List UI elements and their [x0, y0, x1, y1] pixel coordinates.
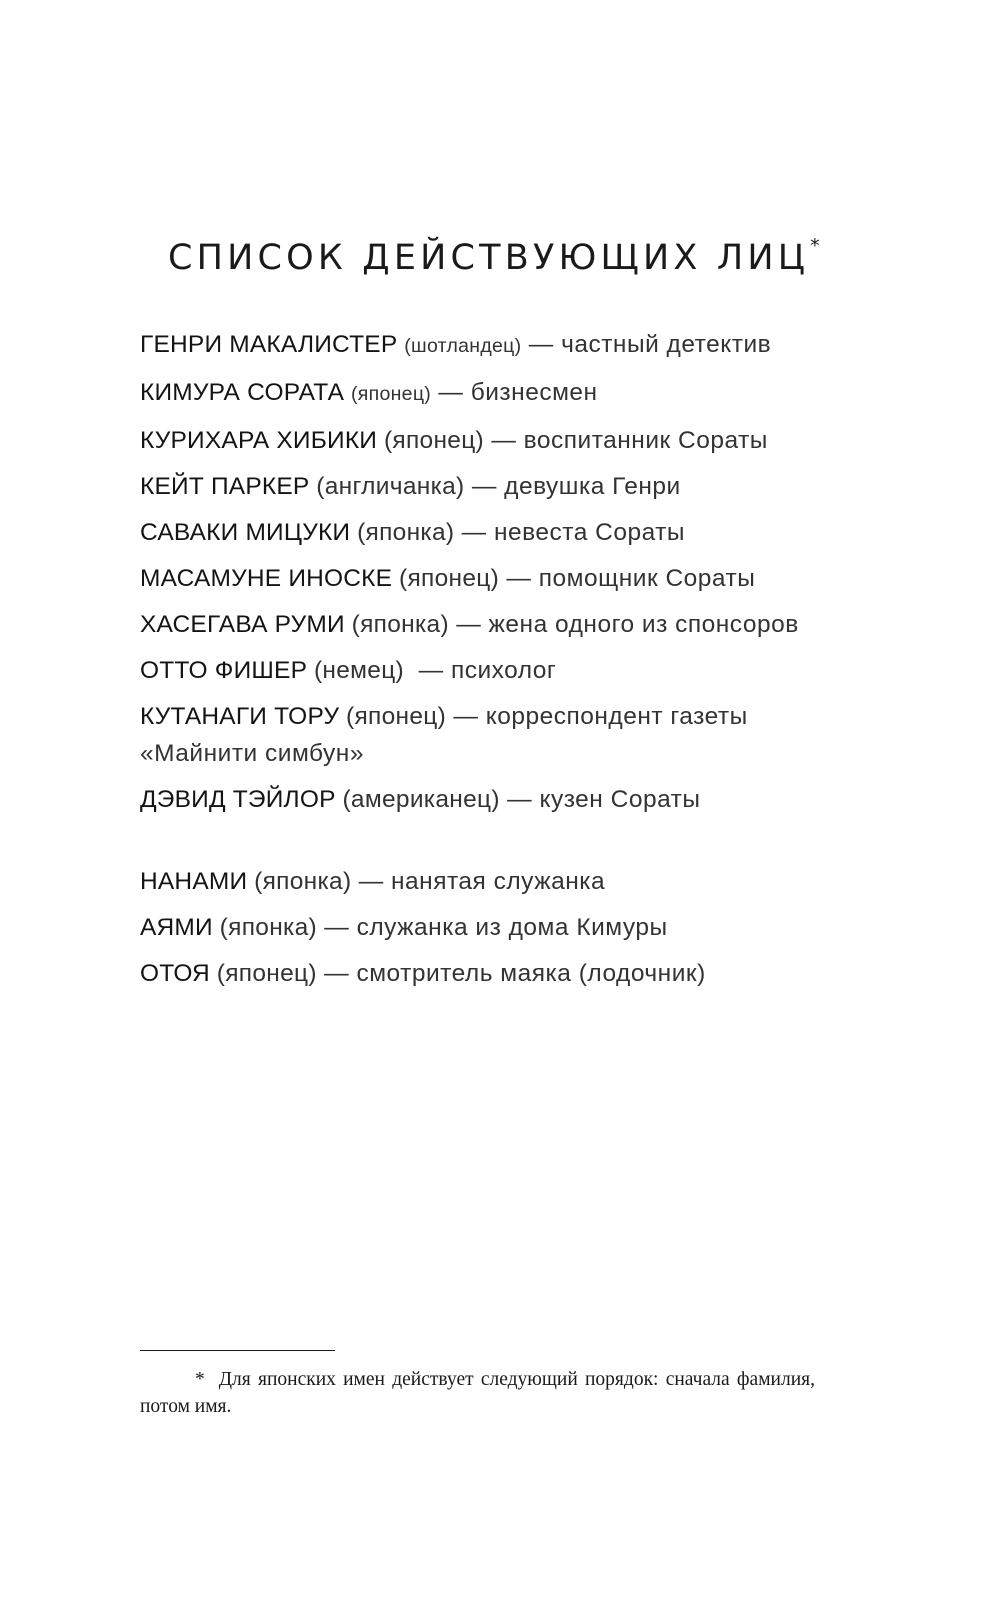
character-role: смотритель маяка (лодочник) [356, 960, 706, 987]
character-role: частный детектив [561, 331, 772, 358]
dash-separator: — [521, 331, 562, 358]
cast-entry [140, 326, 800, 365]
character-name: НАНАМИ [140, 868, 248, 895]
footnote-marker: * [810, 235, 820, 257]
dash-separator: — [431, 379, 471, 406]
character-name: ГЕНРИ МАКАЛИСТЕР [140, 331, 398, 358]
character-name: КЕЙТ ПАРКЕР [140, 473, 310, 500]
dash-separator: — [464, 473, 505, 500]
cast-entry [140, 955, 800, 992]
cast-list [140, 326, 800, 1001]
dash-separator: — [448, 611, 489, 638]
character-role: жена одного из спонсоров [488, 611, 799, 638]
dash-separator: — [316, 960, 357, 987]
character-name: ОТТО ФИШЕР [140, 657, 308, 684]
character-nationality: (японка) [357, 519, 455, 546]
character-role: нанятая служанка [391, 868, 606, 895]
character-role: невеста Сораты [493, 519, 685, 546]
dash-separator: — [499, 786, 540, 813]
cast-entry [140, 560, 800, 597]
character-nationality: (немец) [313, 657, 405, 684]
cast-entry [140, 909, 800, 946]
cast-entry [140, 374, 800, 413]
cast-entry [140, 468, 800, 505]
character-name: ДЭВИД ТЭЙЛОР [140, 786, 336, 813]
character-role: помощник Сораты [538, 565, 756, 592]
character-nationality: (японец) [350, 383, 432, 405]
character-role: психолог [450, 657, 557, 684]
character-nationality: (японец) [399, 565, 500, 592]
character-name: КУТАНАГИ ТОРУ [140, 703, 340, 730]
cast-entry [140, 606, 800, 643]
cast-entry [140, 781, 800, 818]
page-title [168, 235, 820, 279]
character-nationality: (американец) [342, 786, 500, 813]
dash-separator: — [454, 519, 494, 546]
title-text: СПИСОК ДЕЙСТВУЮЩИХ ЛИЦ [168, 238, 810, 278]
cast-entry [140, 514, 800, 551]
dash-separator: — [446, 703, 486, 730]
character-nationality: (англичанка) [316, 473, 465, 500]
character-role: кузен Сораты [539, 786, 701, 813]
character-name: КУРИХАРА ХИБИКИ [140, 427, 378, 454]
character-nationality: (японка) [351, 611, 449, 638]
footnote [140, 1366, 815, 1420]
character-role: воспитанник Сораты [523, 427, 768, 454]
character-nationality: (японка) [219, 914, 317, 941]
cast-entry [140, 863, 800, 900]
character-nationality: (шотландец) [404, 335, 522, 357]
cast-entry [140, 652, 800, 689]
footnote-divider [140, 1350, 335, 1351]
character-name: КИМУРА СОРАТА [140, 379, 345, 406]
dash-separator: — [404, 657, 451, 684]
character-nationality: (японец) [383, 427, 485, 454]
character-role: служанка из дома Кимуры [356, 914, 668, 941]
character-role: корреспондент газеты «Майнити симбун» [140, 703, 748, 767]
cast-entry [140, 698, 800, 772]
dash-separator: — [484, 427, 524, 454]
footnote-marker: * [195, 1369, 205, 1390]
character-nationality: (японец) [346, 703, 447, 730]
character-name: ОТОЯ [140, 960, 210, 987]
footnote-text: Для японских имен действует следующий порядок: сначала фамилия, потом имя. [140, 1369, 815, 1417]
character-role: девушка Генри [504, 473, 681, 500]
dash-separator: — [316, 914, 357, 941]
character-name: ХАСЕГАВА РУМИ [140, 611, 345, 638]
character-role: бизнесмен [470, 379, 598, 406]
dash-separator: — [499, 565, 539, 592]
character-name: САВАКИ МИЦУКИ [140, 519, 351, 546]
character-nationality: (японец) [216, 960, 317, 987]
cast-entry [140, 422, 800, 459]
character-name: МАСАМУНЕ ИНОСКЕ [140, 565, 393, 592]
dash-separator: — [351, 868, 392, 895]
character-nationality: (японка) [254, 868, 352, 895]
character-name: АЯМИ [140, 914, 213, 941]
